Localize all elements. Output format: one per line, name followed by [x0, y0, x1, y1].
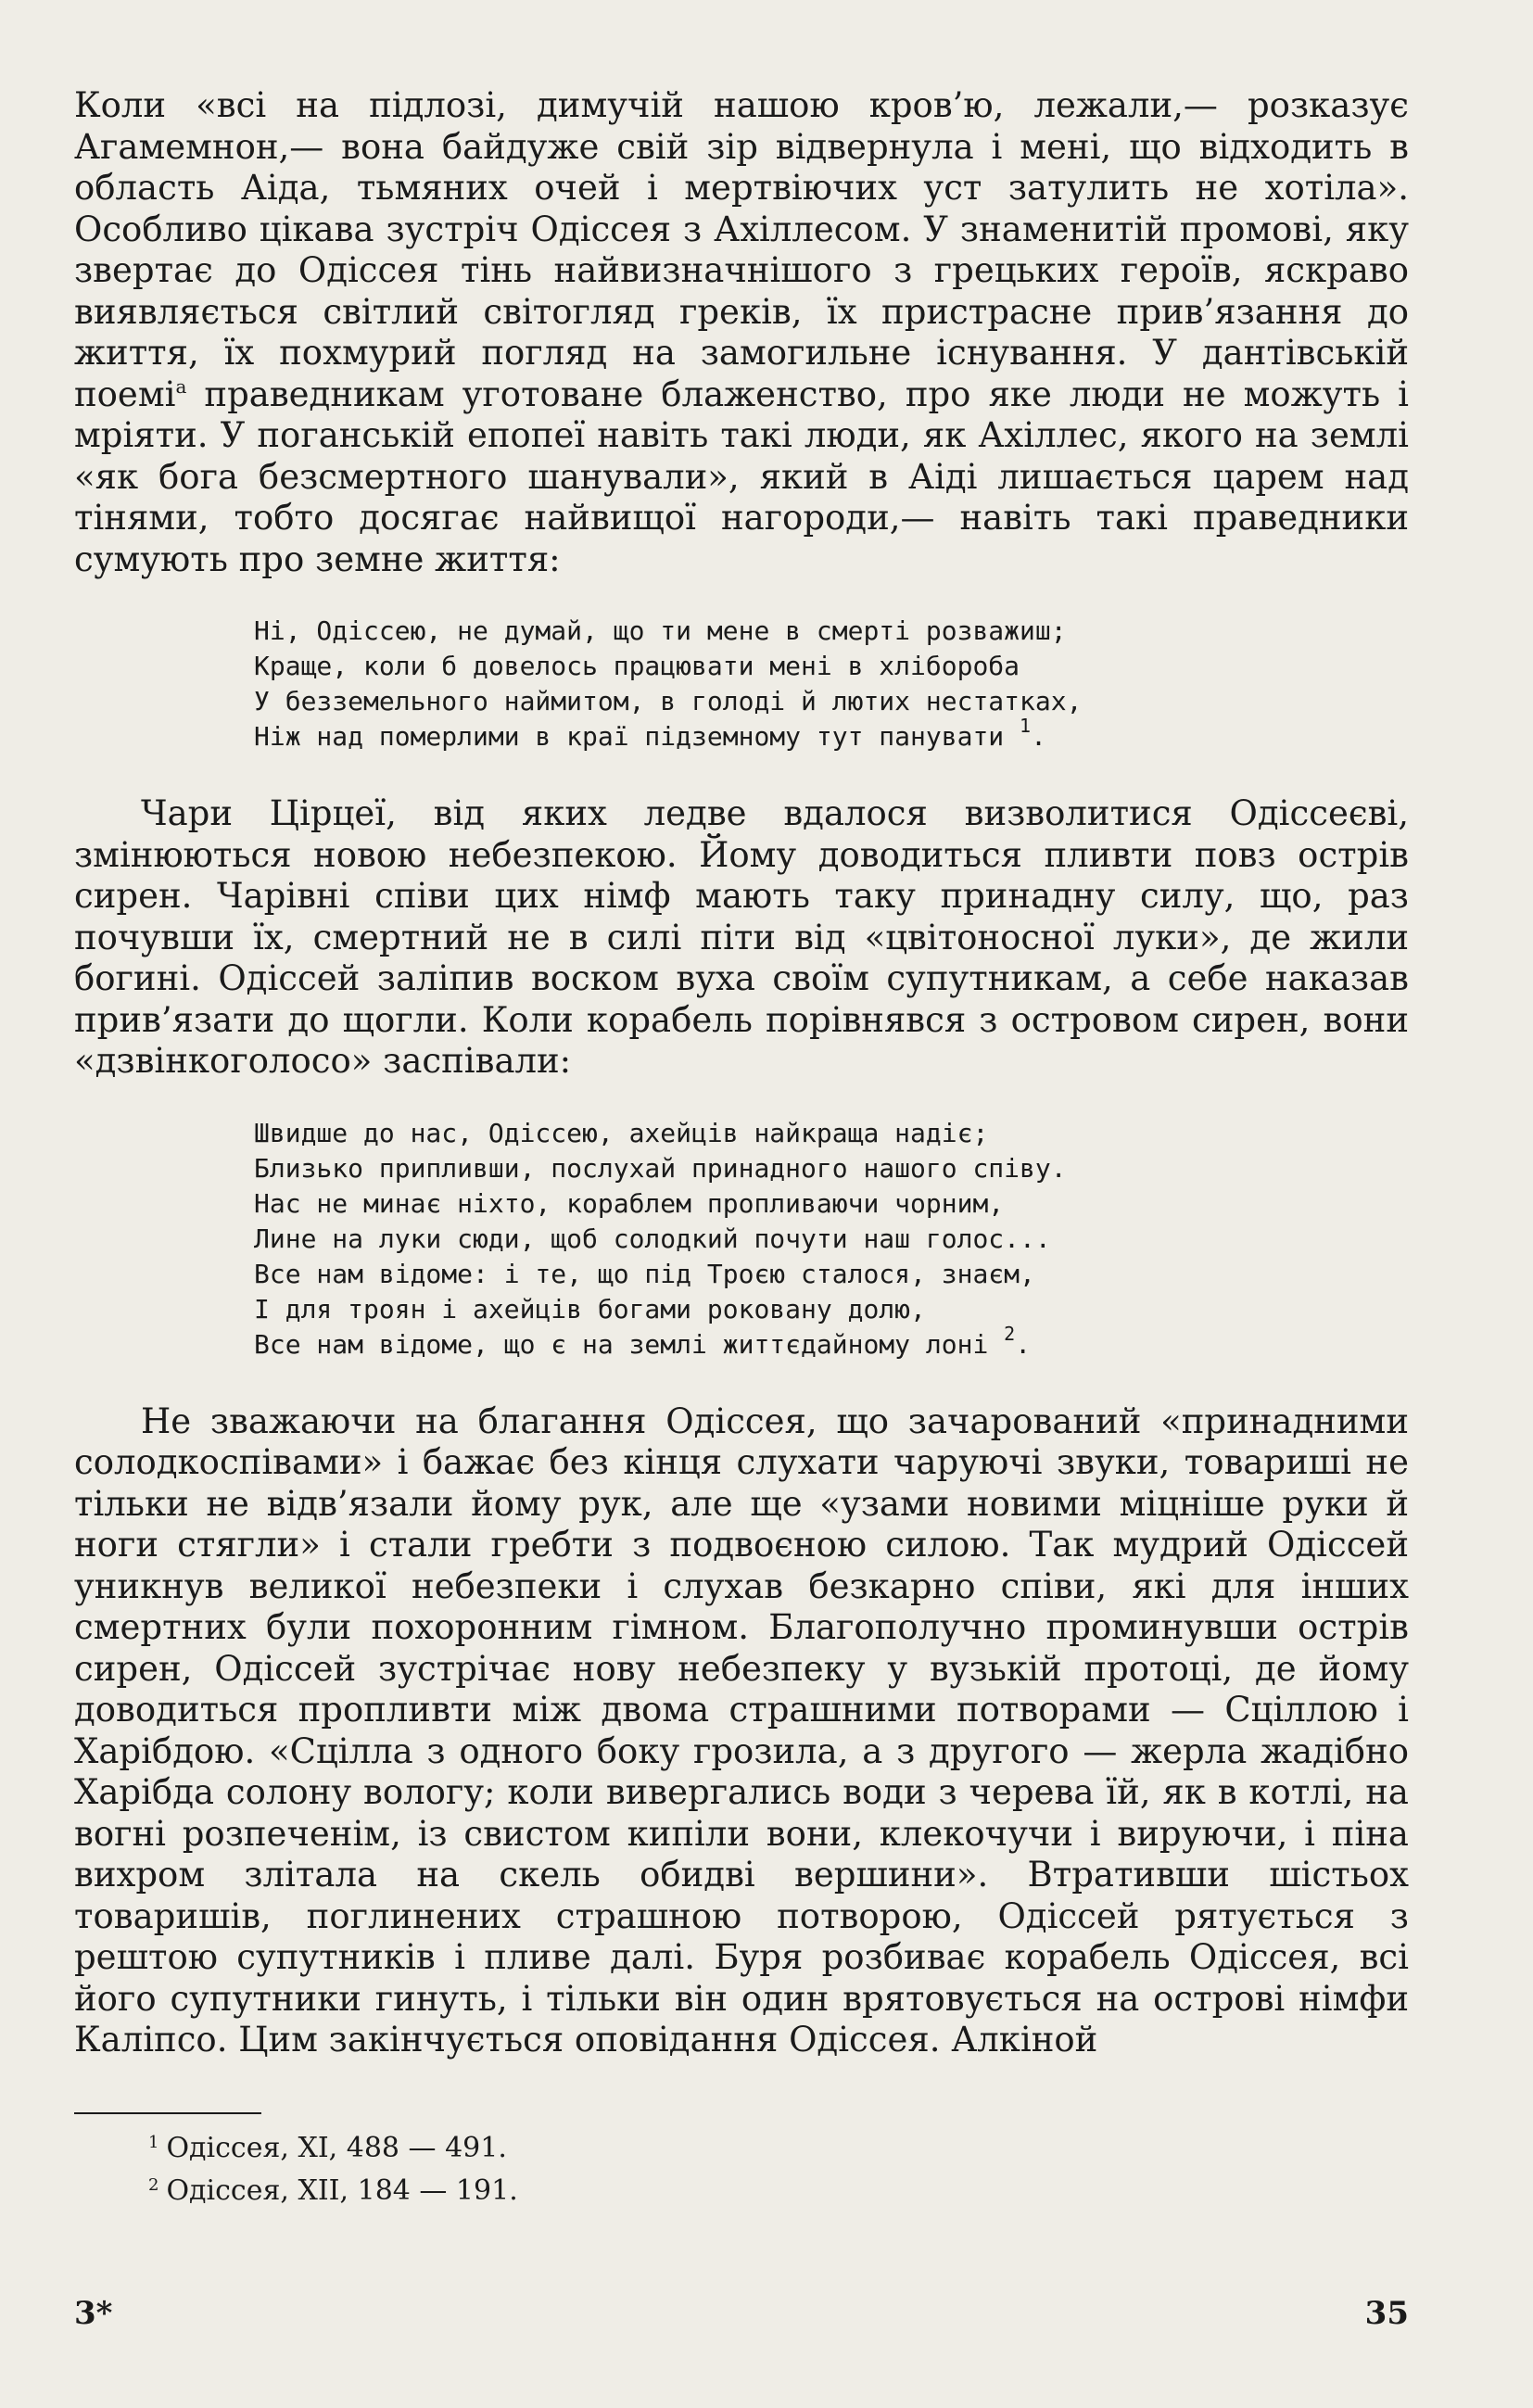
verse-line-text: Все нам відоме, що є на землі життєдайному лоні — [254, 1328, 989, 1360]
footnote-text: Одіссея, XII, 184 — 191. — [166, 2174, 518, 2207]
verse-line: Ніж над померлими в краї підземному тут панувати $^1$. — [254, 715, 1046, 752]
footnote-number: 1 — [148, 2133, 159, 2152]
paragraph-1-text: Коли «всі на підлозі, димучій нашою кров’ю, лежали,— розказує Агамемнон,— вона байдуже свій зір відвернула і мені, що відходить в область Аіда, тьмяних очей і мертвіючих уст затулить не хотіла». Особливо цікава зустріч Одіссея з Ахіллесом. У знаменитій промові, яку звертає до Одіссея тінь найвизначнішого з грецьких героїв, яскраво виявляється світлий світогляд греків, їх пристрасне прив’язання до життя, їх похмурий погляд на замогильне існування. У дантівській поемі — [74, 85, 1409, 414]
verse-line: Ні, Одіссею, не думай, що ти мене в смерті розважиш; — [254, 615, 1067, 646]
paragraph-1-continuation: праведникам уготоване блаженство, про яке люди не можуть і мріяти. У поганській епопеї навіть такі люди, як Ахіллес, якого на землі «як бога безсмертного шанували», який в Аіді лишається царем над тінями, тобто досягає найвищої нагороди,— навіть такі праведники сумують про земне життя: — [74, 374, 1409, 579]
paragraph-2: Чари Цірцеї, від яких ледве вдалося визволитися Одіссеєві, змінюються новою небезпекою. Йому доводиться пливти повз острів сирен. Чарівні співи цих німф мають таку принадну силу, що, раз почувши їх, смертний не в силі піти від «цвітоносної луки», де жили богині. Одіссей заліпив воском вуха своїм супутникам, а себе наказав прив’язати до щогли. Коли корабель порівнявся з островом сирен, вони «дзвінкоголосо» заспівали: — [74, 793, 1409, 1081]
footnote-2 — [148, 2167, 518, 2210]
verse-line: Все нам відоме, що є на землі життєдайному лоні $^2$. — [254, 1322, 1032, 1360]
footnote-text: Одіссея, XI, 488 — 491. — [166, 2132, 507, 2164]
verse-line: Лине на луки сюди, щоб солодкий почути наш голос... — [254, 1223, 1051, 1254]
footnote-ref-a: а — [175, 374, 187, 398]
paragraph-3: Не зважаючи на благання Одіссея, що зачарований «принадними солодкоспівами» і бажає без кінця слухати чаруючі звуки, товариші не тільки не відв’язали йому рук, але ще «узами новими міцніше руки й ноги стягли» і стали гребти з подвоєною силою. Так мудрий Одіссей уникнув великої небезпеки і слухав безкарно співи, які для інших смертних були похоронним гімном. Благополучно проминувши острів сирен, Одіссей зустрічає нову небезпеку у вузькій протоці, де йому доводиться пропливти між двома страшними потворами — Сціллою і Харібдою. «Сцілла з одного боку грозила, а з другого — жерла жадібно Харібда солону вологу; коли вивергались води з черева їй, як в котлі, на вогні розпеченім, із свистом кипіли вони, клекочучи і вируючи, і піна вихром злітала на скель обидві вершини». Втративши шістьох товаришів, поглинених страшною потворою, Одіссей рятується з рештою супутників і пливе далі. Буря розбиває корабель Одіссея, всі його супутники гинуть, і тільки він один врятовується на острові німфи Каліпсо. Цим закінчується оповідання Одіссея. Алкіной — [74, 1400, 1409, 2059]
verse-line: Все нам відоме: і те, що під Троєю сталося, знаєм, — [254, 1258, 1035, 1289]
verse-line: У безземельного наймитом, в голоді й лютих нестатках, — [254, 686, 1083, 716]
footnote-number: 2 — [148, 2175, 159, 2195]
book-page — [74, 85, 1409, 2365]
footnote-1 — [148, 2124, 518, 2167]
footnotes — [148, 2124, 518, 2210]
page-number: 35 — [1364, 2295, 1409, 2332]
footnote-ref-1: 1 — [1020, 715, 1032, 737]
verse-line-text: Ніж над померлими в краї підземному тут панувати — [254, 721, 1005, 752]
verse-line: Краще, коли б довелось працювати мені в хлібороба — [254, 651, 1020, 681]
verse-quote-2 — [254, 1116, 1409, 1362]
body-text — [74, 85, 1409, 2061]
verse-line: Нас не минає ніхто, кораблем пропливаючи чорним, — [254, 1187, 1005, 1219]
footnote-divider — [74, 2112, 261, 2114]
verse-line: Близько припливши, послухай принадного нашого співу. — [254, 1152, 1067, 1184]
verse-quote-1 — [254, 614, 1409, 754]
paragraph-1 — [74, 85, 1409, 580]
verse-line: І для троян і ахейців богами роковану долю, — [254, 1293, 926, 1324]
verse-line: Швидше до нас, Одіссею, ахейців найкраща надіє; — [254, 1117, 989, 1148]
printer-signature: 3* — [74, 2295, 113, 2332]
footnote-ref-2: 2 — [1004, 1322, 1016, 1345]
